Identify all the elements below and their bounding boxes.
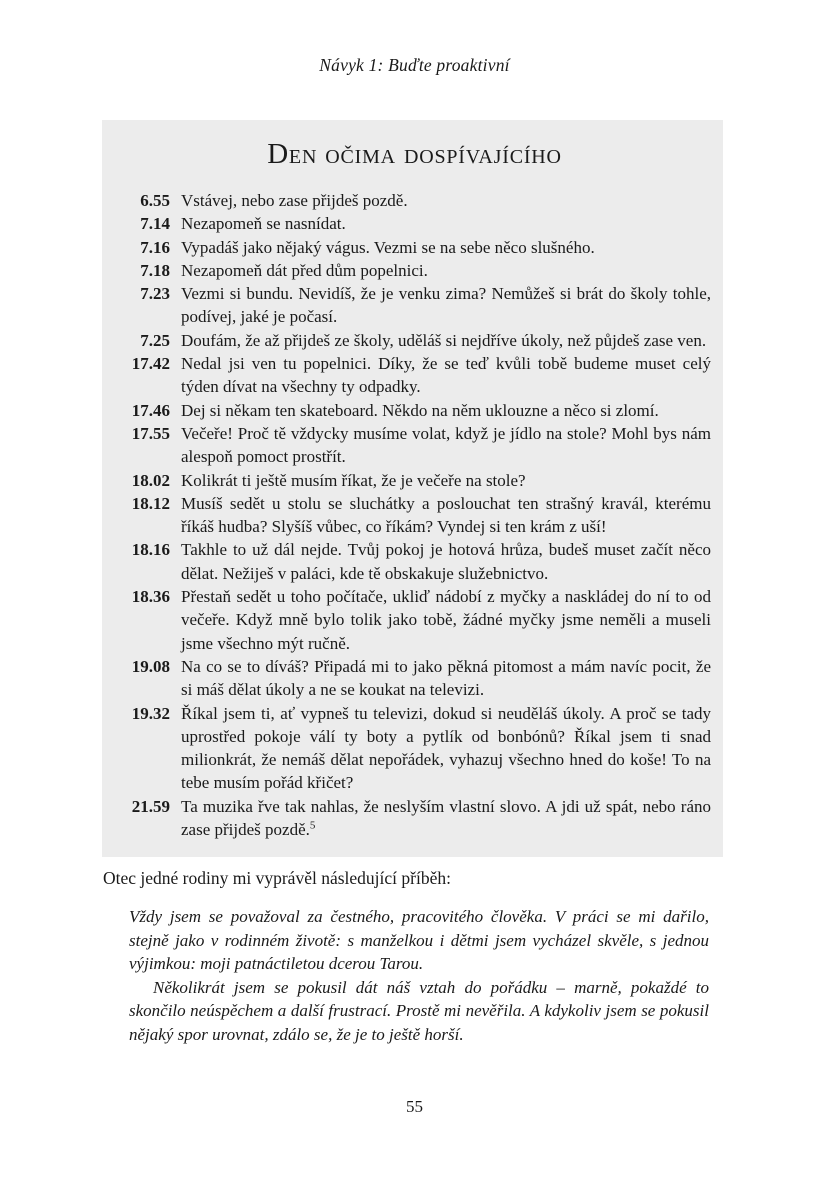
schedule-entry — [118, 212, 711, 235]
day-schedule-box — [102, 120, 723, 857]
entry-time: 7.18 — [140, 260, 170, 280]
intro-paragraph: Otec jedné rodiny mi vyprávěl následující příběh: — [103, 868, 451, 888]
entry-text: Nezapomeň dát před dům popelnici. — [181, 260, 428, 280]
entry-text: Vypadáš jako nějaký vágus. Vezmi se na sebe něco slušného. — [181, 237, 595, 257]
schedule-entry — [118, 236, 711, 259]
entry-time: 17.46 — [131, 400, 170, 420]
schedule-entry — [118, 189, 711, 212]
entry-time: 6.55 — [140, 191, 170, 210]
entry-text: Říkal jsem ti, ať vypneš tu televizi, dokud si neuděláš úkoly. A proč se tady uprostřed pokoje válí ty boty a pytlík od bonbónů? Říkal jsem ti snad milionkrát, že nemáš dělat nepořádek, vyhazuj všechno hned do koše! To na tebe musím pořád křičet? — [181, 703, 711, 793]
schedule-entry — [118, 399, 711, 422]
schedule-entry — [118, 282, 711, 329]
entry-time: 18.12 — [131, 493, 170, 513]
entry-time: 17.55 — [131, 423, 170, 443]
entry-text: Nezapomeň se nasnídat. — [181, 214, 346, 234]
entry-text: Musíš sedět u stolu se sluchátky a poslouchat ten strašný kravál, kterému říkáš hudba? Slyšíš vůbec, co říkám? Vyndej si ten krám z uší! — [181, 493, 711, 537]
schedule-entry — [118, 655, 711, 702]
entry-text: Večeře! Proč tě vždycky musíme volat, když je jídlo na stole? Mohl bys nám alespoň pomoct prostřít. — [181, 423, 711, 467]
entry-text: Vstávej, nebo zase přijdeš pozdě. — [181, 191, 408, 210]
story-block — [129, 905, 709, 1046]
entry-time: 7.23 — [140, 284, 170, 304]
story-paragraph: Vždy jsem se považoval za čestného, pracovitého člověka. V práci se mi dařilo, stejně jako v rodinném životě: s manželkou i dětmi jsem vycházel skvěle, s jednou výjimkou: moji patnáctiletou dcerou Tarou. — [129, 907, 709, 973]
story-paragraph: Několikrát jsem se pokusil dát náš vztah do pořádku – marně, pokaždé to skončilo neúspěchem a další frustrací. Prostě mi nevěřila. A kdykoliv jsem se pokusil nějaký spor urovnat, zdálo se, že je to ještě horší. — [129, 977, 709, 1044]
entry-text: Přestaň sedět u toho počítače, ukliď nádobí z myčky a naskládej do ní to od večeře. Když mně bylo tolik jako tobě, žádné myčky jsme neměli a museli jsme všechno mýt ručně. — [181, 587, 711, 653]
schedule-entry — [118, 585, 711, 655]
entry-text: Kolikrát ti ještě musím říkat, že je večeře na stole? — [181, 470, 526, 490]
footnote-marker: 5 — [309, 819, 316, 832]
schedule-entry — [118, 538, 711, 585]
schedule-entry — [118, 469, 711, 492]
entry-time: 18.16 — [131, 540, 170, 560]
entry-time: 17.42 — [131, 354, 170, 374]
entry-text: Doufám, že až přijdeš ze školy, uděláš si nejdříve úkoly, než půjdeš zase ven. — [181, 330, 707, 350]
schedule-entry — [118, 422, 711, 469]
schedule-entry — [118, 259, 711, 282]
entry-time: 18.02 — [131, 470, 170, 490]
entry-time: 18.36 — [131, 587, 170, 607]
entry-text: Nedal jsi ven tu popelnici. Díky, že se teď kvůli tobě budeme muset celý týden dívat na všechny ty odpadky. — [181, 354, 711, 397]
box-title: Den očima dospívajícího — [267, 138, 562, 170]
entry-text: Vezmi si bundu. Nevidíš, že je venku zima? Nemůžeš si brát do školy tohle, podívej, jaké je počasí. — [181, 284, 711, 327]
entry-time: 21.59 — [131, 796, 170, 816]
entry-text: Ta muzika řve tak nahlas, že neslyším vlastní slovo. A jdi už spát, nebo ráno zase přijdeš pozdě.$^5$ — [181, 796, 711, 840]
schedule-entry — [118, 492, 711, 539]
entry-text: Na co se to díváš? Připadá mi to jako pěkná pitomost a mám navíc pocit, že si máš dělat úkoly a ne se koukat na televizi. — [181, 656, 711, 700]
schedule-entry — [118, 352, 711, 399]
entry-text: Dej si někam ten skateboard. Někdo na něm uklouzne a něco si zlomí. — [181, 400, 659, 420]
entry-time: 7.25 — [140, 330, 170, 350]
running-head: Návyk 1: Buďte proaktivní — [319, 55, 510, 75]
schedule-entry — [118, 795, 711, 842]
entry-time: 7.14 — [140, 214, 170, 234]
page-number: 55 — [406, 1097, 423, 1116]
schedule-entry — [118, 329, 711, 352]
entry-time: 19.32 — [131, 703, 170, 723]
schedule-entries — [118, 189, 711, 841]
entry-time: 19.08 — [131, 656, 170, 676]
schedule-entry — [118, 702, 711, 795]
entry-text: Takhle to už dál nejde. Tvůj pokoj je hotová hrůza, budeš muset začít něco dělat. Nežiješ v paláci, kde tě obskakuje služebnictvo. — [181, 540, 711, 583]
entry-time: 7.16 — [140, 237, 170, 257]
